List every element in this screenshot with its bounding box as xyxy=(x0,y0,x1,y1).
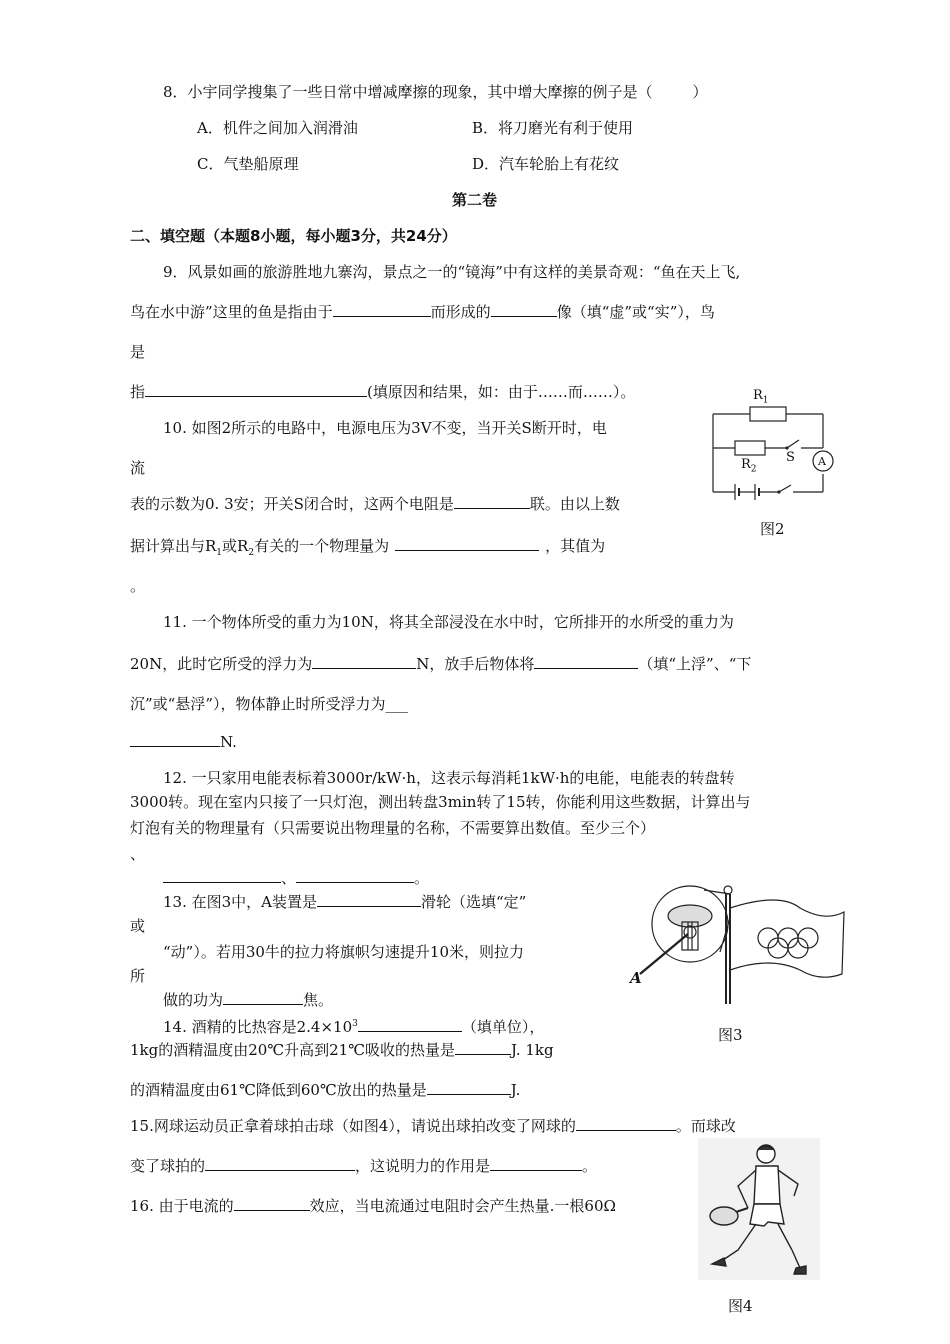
q11-line2-c: （填“上浮”、“下 xyxy=(638,655,752,673)
q14-blank-3[interactable] xyxy=(427,1080,511,1095)
q14-line1-a: 14. 酒精的比热容是2.4×10 xyxy=(163,1018,353,1036)
q9-line1: 9．风景如画的旅游胜地九寨沟，景点之一的“镜海”中有这样的美景奇观：“鱼在天上飞, xyxy=(163,263,741,281)
q13-line5-b: 焦。 xyxy=(303,991,334,1009)
q11-line4 xyxy=(130,732,237,752)
q13-line3: “动”）。若用30牛的拉力将旗帜匀速提升10米，则拉力 xyxy=(163,943,525,961)
q9-line3: 是 xyxy=(130,343,146,361)
q8-option-a: A．机件之间加入润滑油 xyxy=(197,119,358,137)
q15-blank-2[interactable] xyxy=(205,1156,355,1171)
q14-blank-1[interactable] xyxy=(358,1017,462,1032)
q11-line2-a: 20N，此时它所受的浮力为 xyxy=(130,655,313,673)
q11-line1: 11. 一个物体所受的重力为10N，将其全部浸没在水中时，它所排开的水所受的重力为 xyxy=(163,613,734,631)
q14-line3-a: 的酒精温度由61℃降低到60℃放出的热量是 xyxy=(130,1081,427,1099)
q11-blank-1[interactable] xyxy=(312,654,416,669)
q14-line3-b: J. xyxy=(510,1081,521,1099)
q16-blank-1[interactable] xyxy=(234,1196,310,1211)
q10-line5: 。 xyxy=(130,577,146,595)
figure-2-caption: 图2 xyxy=(760,520,785,538)
q11-line4-text: N. xyxy=(220,733,237,751)
switch-contact xyxy=(777,490,780,493)
q13-line5 xyxy=(163,990,333,1010)
pulley-label-a: A xyxy=(630,969,642,987)
q12-line3: 灯泡有关的物理量有（只需要说出物理量的名称，不需要算出数值。至少三个） xyxy=(130,819,656,837)
q9-line2 xyxy=(130,302,715,322)
q14-blank-2[interactable] xyxy=(455,1040,511,1055)
q14-line2 xyxy=(130,1040,554,1060)
volume-title: 第二卷 xyxy=(452,191,498,209)
flag-pulley-figure xyxy=(630,882,845,1007)
q8-option-d: D．汽车轮胎上有花纹 xyxy=(472,155,620,173)
q16-line1-b: 效应，当电流通过电阻时会产生热量.一根60Ω xyxy=(309,1197,616,1215)
q11-line2-b: N，放手后物体将 xyxy=(416,655,535,673)
q13-line1-a: 13. 在图3中，A装置是 xyxy=(163,893,317,911)
q12-line2: 3000转。现在室内只接了一只灯泡，测出转盘3min转了15转，你能利用这些数据，计算出与 xyxy=(130,793,751,811)
q13-line5-a: 做的功为 xyxy=(163,991,224,1009)
q9-blank-3[interactable] xyxy=(145,382,367,397)
q16-line1 xyxy=(130,1196,616,1216)
q9-blank-1[interactable] xyxy=(333,302,431,317)
q15-line1-a: 15.网球运动员正拿着球拍击球（如图4），请说出球拍改变了网球的 xyxy=(130,1117,576,1135)
switch-label: S xyxy=(786,450,795,465)
q15-line2-b: ，这说明力的作用是 xyxy=(355,1157,491,1175)
q11-line2 xyxy=(130,654,751,674)
figure-4-caption: 图4 xyxy=(728,1297,753,1315)
q15-blank-3[interactable] xyxy=(490,1156,582,1171)
q11-blank-2[interactable] xyxy=(534,654,638,669)
q10-line4-sub2: 2 xyxy=(248,548,255,558)
q10-line3 xyxy=(130,494,620,514)
q10-blank-1[interactable] xyxy=(454,494,530,509)
q9-line2-c: 像（填“虚”或“实”），鸟 xyxy=(556,303,715,321)
q12-line5-end: 。 xyxy=(414,869,430,887)
q11-line3: 沉”或“悬浮”），物体静止时所受浮力为___ xyxy=(130,695,409,713)
ammeter-label: A xyxy=(818,455,826,468)
q12-line5-sep: 、 xyxy=(281,869,297,887)
fill-blank-heading: 二、填空题（本题8小题，每小题3分，共24分） xyxy=(130,227,457,245)
q10-line2: 流 xyxy=(130,459,146,477)
q13-line1 xyxy=(163,892,526,912)
q12-line5 xyxy=(163,868,429,888)
q9-line4-b: (填原因和结果，如：由于……而……）。 xyxy=(367,383,636,401)
q10-line3-a: 表的示数为0. 3安；开关S闭合时，这两个电阻是 xyxy=(130,495,454,513)
q15-line1-b: 。而球改 xyxy=(675,1117,736,1135)
q8-option-c: C．气垫船原理 xyxy=(197,155,299,173)
tennis-player-figure xyxy=(698,1138,820,1280)
q13-blank-2[interactable] xyxy=(223,990,303,1005)
q10-line4-sub1: 1 xyxy=(216,548,223,558)
q10-line4-b: 或R xyxy=(222,537,249,555)
q10-line4-c: 有关的一个物理量为 xyxy=(254,537,390,555)
q10-line1: 10. 如图2所示的电路中，电源电压为3V不变，当开关S断开时，电 xyxy=(163,419,607,437)
q10-blank-2[interactable] xyxy=(395,536,539,551)
r2-label: $R_2$ xyxy=(741,457,757,475)
q9-line2-a: 鸟在水中游”这里的鱼是指由于 xyxy=(130,303,333,321)
q12-blank-2[interactable] xyxy=(296,868,414,883)
q15-line2 xyxy=(130,1156,597,1176)
q13-line2: 或 xyxy=(130,917,146,935)
figure-3-caption: 图3 xyxy=(718,1026,743,1044)
q13-line1-b: 滑轮（选填“定” xyxy=(421,893,527,911)
r1-label: $R_1$ xyxy=(753,388,769,406)
q16-line1-a: 16. 由于电流的 xyxy=(130,1197,234,1215)
q9-line4 xyxy=(130,382,635,402)
q14-line2-b: J. 1kg xyxy=(510,1041,554,1059)
q14-line1-sup: 3 xyxy=(352,1019,358,1029)
q15-line2-a: 变了球拍的 xyxy=(130,1157,206,1175)
q13-blank-1[interactable] xyxy=(317,892,421,907)
q15-blank-1[interactable] xyxy=(576,1116,676,1131)
q11-blank-3[interactable] xyxy=(130,732,220,747)
q8-option-b: B．将刀磨光有利于使用 xyxy=(472,119,634,137)
q10-line4 xyxy=(130,536,605,563)
q8-stem xyxy=(163,82,708,102)
q9-line2-b: 而形成的 xyxy=(430,303,491,321)
q12-blank-1[interactable] xyxy=(163,868,281,883)
q10-line3-b: 联。由以上数 xyxy=(529,495,620,513)
q14-line2-a: 1kg的酒精温度由20℃升高到21℃吸收的热量是 xyxy=(130,1041,455,1059)
q9-line4-a: 指 xyxy=(130,383,146,401)
q8-paren-close: ） xyxy=(692,83,708,101)
q13-line4: 所 xyxy=(130,967,146,985)
q10-line4-d: ，其值为 xyxy=(545,537,606,555)
q10-line4-a: 据计算出与R xyxy=(130,537,217,555)
q14-line3 xyxy=(130,1080,520,1100)
q15-line1 xyxy=(130,1116,736,1136)
circuit-diagram xyxy=(705,382,835,497)
q15-line2-c: 。 xyxy=(582,1157,598,1175)
q12-line4: 、 xyxy=(130,845,146,863)
q8-stem-text: 8．小宇同学搜集了一些日常中增减摩擦的现象，其中增大摩擦的例子是（ xyxy=(163,83,653,101)
q9-blank-2[interactable] xyxy=(491,302,557,317)
q14-line1-b: （填单位）， xyxy=(461,1018,545,1036)
q14-line1 xyxy=(163,1014,544,1037)
q12-line1: 12. 一只家用电能表标着3000r/kW·h，这表示每消耗1kW·h的电能，电能表的转盘转 xyxy=(163,769,735,787)
